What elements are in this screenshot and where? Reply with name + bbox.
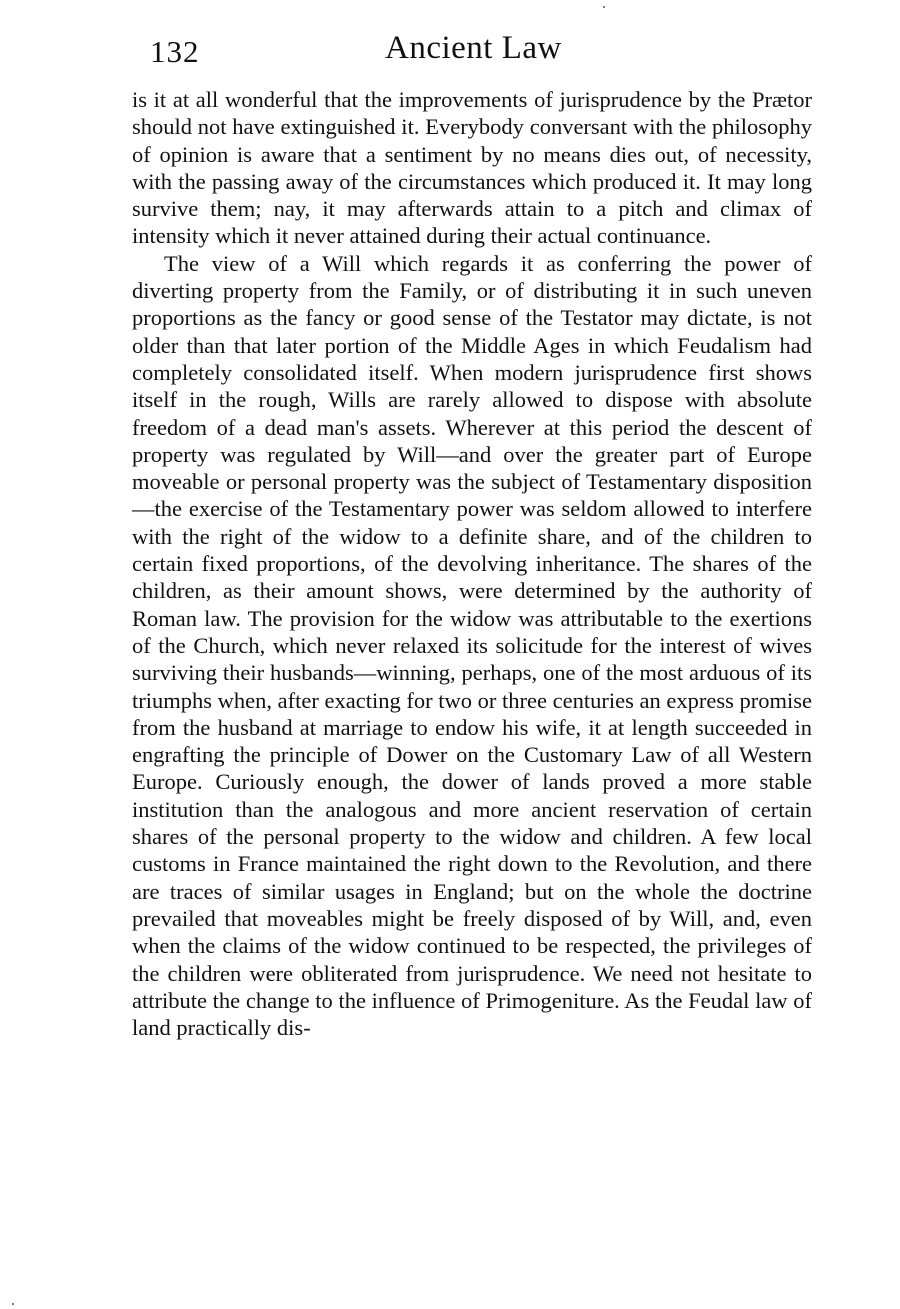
running-title: Ancient Law [385, 30, 562, 66]
scan-speck [12, 1303, 14, 1305]
body-text [132, 86, 812, 1041]
paragraph-will-view: The view of a Will which regards it as conferring the power of diverting property from the Family, or of distributing it in such uneven proportions as the fancy or good sense of the Testator may dictate, is not older than that later portion of the Middle Ages in which Feudalism had completely consolidated itself. When modern jurisprudence first shows itself in the rough, Wills are rarely allowed to dispose with absolute freedom of a dead man's assets. Wherever at this period the descent of property was regulated by Will—and over the greater part of Europe moveable or personal property was the subject of Testamentary disposition—the exercise of the Testamentary power was seldom allowed to interfere with the right of the widow to a definite share, and of the children to certain fixed proportions, of the devolving inheritance. The shares of the children, as their amount shows, were determined by the authority of Roman law. The provision for the widow was attributable to the exertions of the Church, which never relaxed its solicitude for the interest of wives surviving their husbands—winning, perhaps, one of the most arduous of its triumphs when, after exacting for two or three centuries an express promise from the husband at marriage to endow his wife, it at length succeeded in engrafting the principle of Dower on the Customary Law of all Western Europe. Curiously enough, the dower of lands proved a more stable institution than the analogous and more ancient reservation of certain shares of the personal property to the widow and children. A few local customs in France maintained the right down to the Revolution, and there are traces of similar usages in England; but on the whole the doctrine prevailed that moveables might be freely disposed of by Will, and, even when the claims of the widow continued to be respected, the privileges of the children were obliterated from jurisprudence. We need not hesitate to attribute the change to the influence of Primogeniture. As the Feudal law of land practically dis- [132, 250, 812, 1041]
scan-speck [603, 6, 605, 8]
page-header [150, 30, 820, 78]
paragraph-continued: is it at all wonderful that the improvements of jurisprudence by the Prætor should not have extinguished it. Everybody conversant with the philosophy of opinion is aware that a sentiment by no means dies out, of necessity, with the passing away of the circumstances which produced it. It may long survive them; nay, it may afterwards attain to a pitch and climax of intensity which it never attained during their actual continuance. [132, 87, 812, 249]
page-number: 132 [150, 34, 200, 69]
